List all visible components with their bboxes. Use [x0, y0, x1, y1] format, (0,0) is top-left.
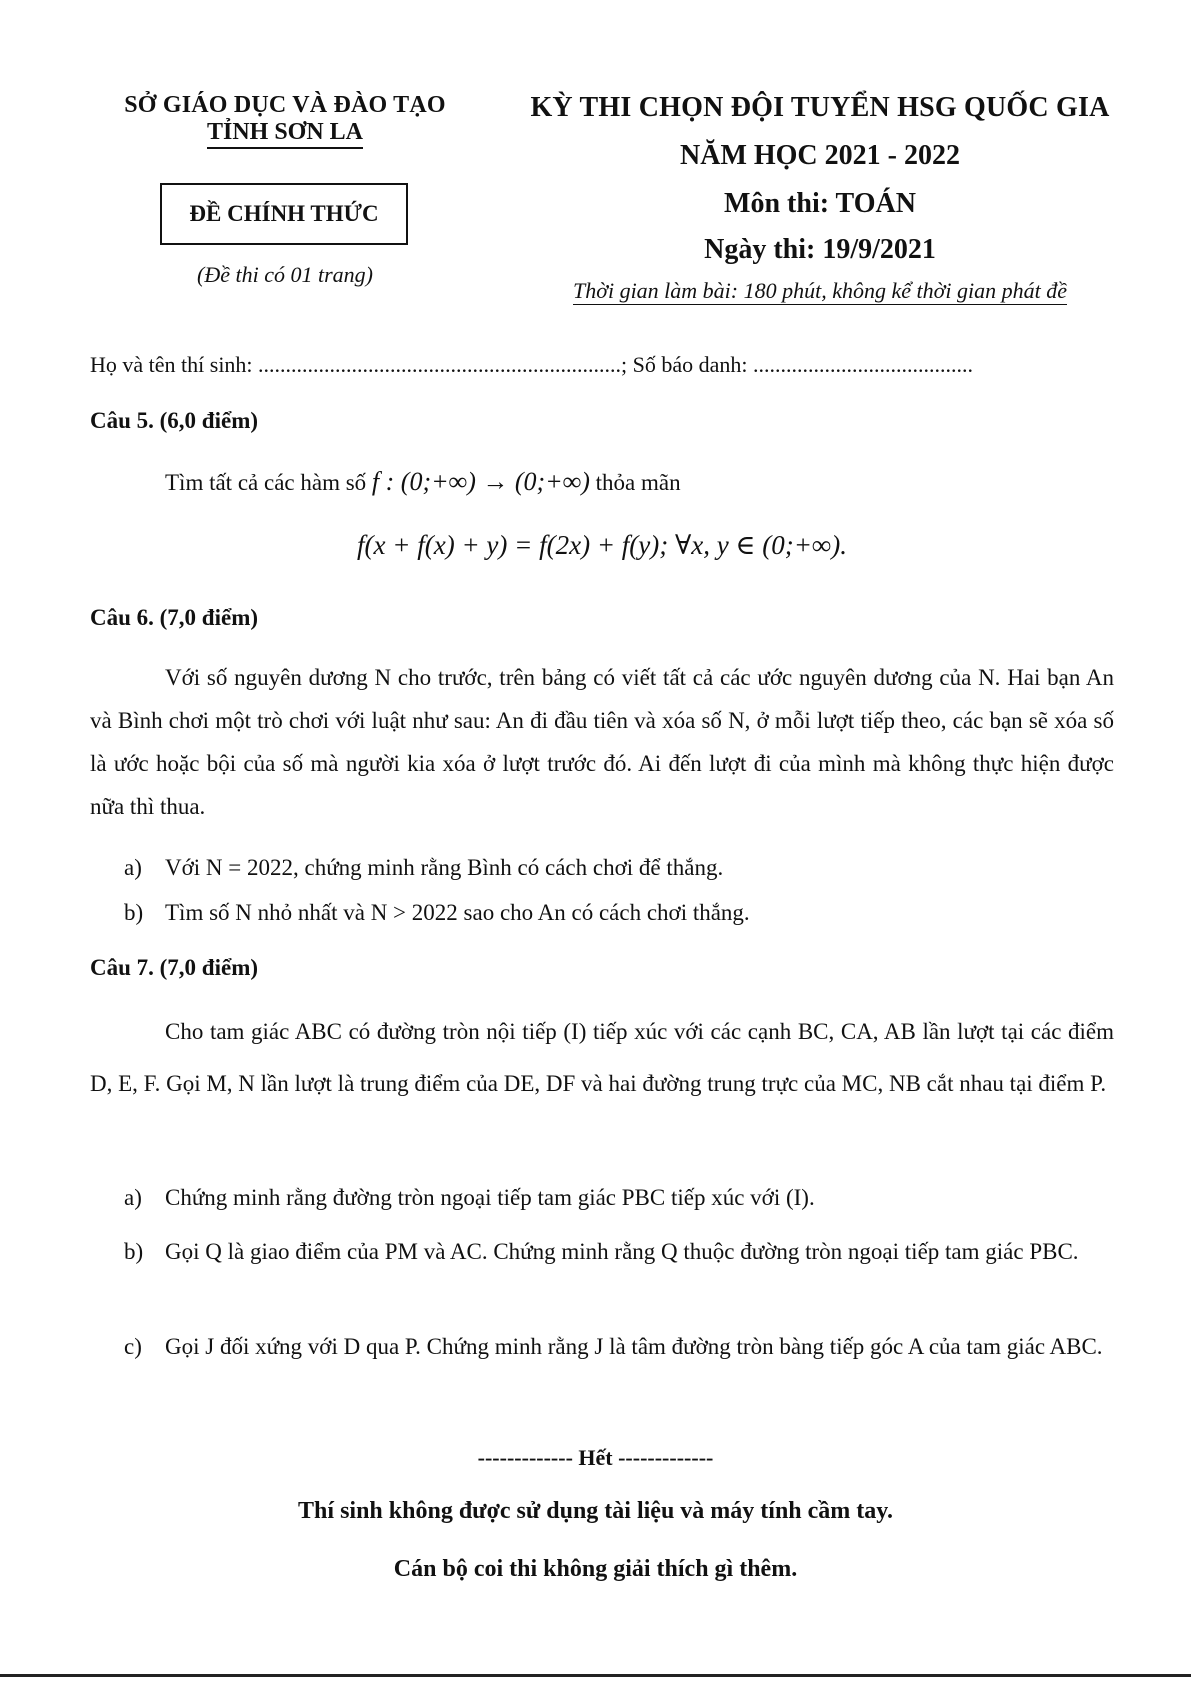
- question-5-intro-text-b: thỏa mãn: [589, 470, 681, 495]
- subject: Môn thi: TOÁN: [724, 188, 916, 219]
- exam-title: KỲ THI CHỌN ĐỘI TUYỂN HSG QUỐC GIA: [530, 92, 1110, 123]
- footer-note-proctor: Cán bộ coi thi không giải thích gì thêm.: [393, 1556, 798, 1582]
- official-stamp-box: ĐỀ CHÍNH THỨC: [160, 183, 408, 245]
- question-6-item-a: Với N = 2022, chứng minh rằng Bình có cách chơi để thắng.: [165, 855, 724, 880]
- province-name: TỈNH SƠN LA: [207, 119, 363, 149]
- header-right: [500, 92, 1140, 305]
- question-7-item-c-label: c): [124, 1334, 142, 1359]
- question-6-item-a-label: a): [124, 855, 142, 880]
- question-6-item-b: Tìm số N nhỏ nhất và N > 2022 sao cho An có cách chơi thắng.: [165, 900, 750, 925]
- department-name: SỞ GIÁO DỤC VÀ ĐÀO TẠO: [124, 92, 446, 118]
- question-5-function-domain: f : (0;+∞) → (0;+∞): [371, 467, 590, 496]
- question-6-item-b-label: b): [124, 900, 144, 925]
- footer-note-materials: Thí sinh không được sử dụng tài liệu và máy tính cầm tay.: [298, 1498, 893, 1524]
- question-7-item-b-label: b): [124, 1239, 144, 1264]
- question-7-item-b: Gọi Q là giao điểm của PM và AC. Chứng minh rằng Q thuộc đường tròn ngoại tiếp tam giác PBC.: [165, 1239, 1079, 1264]
- school-year: NĂM HỌC 2021 - 2022: [680, 140, 960, 171]
- question-5-intro: [90, 460, 1114, 504]
- question-7-item-a-label: a): [124, 1185, 142, 1210]
- question-6-paragraph: Với số nguyên dương N cho trước, trên bảng có viết tất cả các ước nguyên dương của N. Hai bạn An và Bình chơi một trò chơi với luật như sau: An đi đầu tiên và xóa số N, ở mỗi lượt tiếp theo, các bạn sẽ xóa số là ước hoặc bội của số mà người kia xóa ở lượt trước đó. Ai đến lượt đi của mình mà không thực hiện được nữa thì thua.: [90, 665, 1114, 819]
- pages-note: (Đề thi có 01 trang): [197, 262, 373, 287]
- question-7-title: Câu 7. (7,0 điểm): [90, 955, 259, 980]
- bottom-edge-line: [0, 1674, 1191, 1677]
- question-7-item-c: Gọi J đối xứng với D qua P. Chứng minh rằng J là tâm đường tròn bàng tiếp góc A của tam giác ABC.: [165, 1334, 1103, 1359]
- header-left: [90, 92, 480, 149]
- question-7-paragraph: Cho tam giác ABC có đường tròn nội tiếp (I) tiếp xúc với các cạnh BC, CA, AB lần lượt tại các điểm D, E, F. Gọi M, N lần lượt là trung điểm của DE, DF và hai đường trung trực của MC, NB cắt nhau tại điểm P.: [90, 1019, 1114, 1096]
- exam-duration: Thời gian làm bài: 180 phút, không kể thời gian phát đề: [573, 278, 1067, 305]
- question-5-title: Câu 5. (6,0 điểm): [90, 408, 259, 433]
- question-5-intro-text-a: Tìm tất cả các hàm số: [165, 470, 372, 495]
- end-marker: [0, 1445, 1191, 1471]
- question-5-functional-equation: f(x + f(x) + y) = f(2x) + f(y); ∀x, y ∈ (0;+∞).: [357, 530, 847, 560]
- candidate-info-line: Họ và tên thí sinh: ..................................................................; Số báo danh: ........................................: [90, 352, 974, 377]
- question-7-item-a: Chứng minh rằng đường tròn ngoại tiếp tam giác PBC tiếp xúc với (I).: [165, 1185, 815, 1210]
- question-6-title: Câu 6. (7,0 điểm): [90, 605, 259, 630]
- end-marker-text: ------------- Hết -------------: [477, 1445, 714, 1470]
- exam-date: Ngày thi: 19/9/2021: [704, 234, 936, 265]
